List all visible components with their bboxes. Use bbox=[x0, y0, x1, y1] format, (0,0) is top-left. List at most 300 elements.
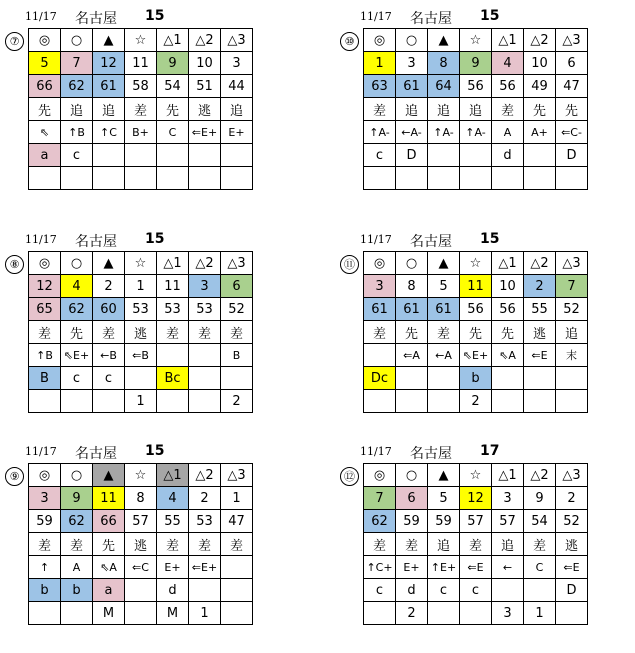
grid-cell bbox=[61, 167, 93, 190]
grid-row bbox=[29, 144, 253, 167]
grid-cell: 56 bbox=[492, 75, 524, 98]
grid-cell: c bbox=[61, 144, 93, 167]
grid-cell bbox=[93, 390, 125, 413]
grid-header-cell: ▲ bbox=[428, 464, 460, 487]
grid-header-cell: △3 bbox=[556, 252, 588, 275]
race-number: 15 bbox=[480, 231, 500, 247]
grid-cell bbox=[364, 390, 396, 413]
grid-header-cell: ○ bbox=[61, 252, 93, 275]
grid-cell: 3 bbox=[492, 602, 524, 625]
grid-row bbox=[364, 98, 588, 121]
grid-cell: 53 bbox=[157, 298, 189, 321]
grid-cell: 49 bbox=[524, 75, 556, 98]
grid-cell: 61 bbox=[428, 298, 460, 321]
grid-cell: ⇖ bbox=[29, 121, 61, 144]
card-number-badge: ⑪ bbox=[340, 255, 359, 274]
grid-cell: 追 bbox=[492, 533, 524, 556]
race-date: 11/17 bbox=[360, 10, 392, 23]
grid-cell: ↑A- bbox=[460, 121, 492, 144]
grid-cell bbox=[61, 390, 93, 413]
grid-cell: 4 bbox=[157, 487, 189, 510]
grid-cell: 4 bbox=[61, 275, 93, 298]
grid-cell: 3 bbox=[492, 487, 524, 510]
grid-cell: ↑A- bbox=[364, 121, 396, 144]
grid-header-row bbox=[29, 464, 253, 487]
grid-cell: 6 bbox=[396, 487, 428, 510]
grid-cell: 追 bbox=[221, 98, 253, 121]
grid-cell: 5 bbox=[428, 275, 460, 298]
grid-cell bbox=[189, 390, 221, 413]
grid-cell: 57 bbox=[492, 510, 524, 533]
grid-cell: 59 bbox=[428, 510, 460, 533]
race-date: 11/17 bbox=[25, 10, 57, 23]
grid-cell bbox=[460, 167, 492, 190]
pick-grid bbox=[363, 463, 588, 625]
grid-cell bbox=[221, 144, 253, 167]
grid-cell: 先 bbox=[556, 98, 588, 121]
grid-cell: 53 bbox=[189, 298, 221, 321]
pick-grid bbox=[363, 251, 588, 413]
grid-cell: 2 bbox=[396, 602, 428, 625]
grid-row bbox=[29, 321, 253, 344]
grid-row bbox=[364, 487, 588, 510]
grid-row bbox=[29, 367, 253, 390]
grid-cell: 61 bbox=[396, 298, 428, 321]
grid-cell: 6 bbox=[556, 52, 588, 75]
grid-cell: 11 bbox=[93, 487, 125, 510]
pick-grid bbox=[28, 251, 253, 413]
grid-cell: 差 bbox=[364, 98, 396, 121]
grid-header-cell: ☆ bbox=[460, 252, 492, 275]
grid-row bbox=[364, 556, 588, 579]
grid-cell: 逃 bbox=[556, 533, 588, 556]
grid-cell: 60 bbox=[93, 298, 125, 321]
grid-cell: 11 bbox=[460, 275, 492, 298]
grid-cell: 先 bbox=[29, 98, 61, 121]
grid-cell: 53 bbox=[125, 298, 157, 321]
grid-cell bbox=[189, 579, 221, 602]
grid-cell: 7 bbox=[61, 52, 93, 75]
race-card-9 bbox=[5, 443, 277, 653]
grid-row bbox=[29, 121, 253, 144]
grid-cell bbox=[125, 144, 157, 167]
grid-row bbox=[29, 98, 253, 121]
grid-cell: 47 bbox=[556, 75, 588, 98]
grid-cell: 2 bbox=[221, 390, 253, 413]
grid-cell bbox=[125, 167, 157, 190]
grid-cell bbox=[428, 602, 460, 625]
grid-cell: C bbox=[157, 121, 189, 144]
grid-row bbox=[364, 121, 588, 144]
grid-cell: ⇐E bbox=[556, 556, 588, 579]
grid-cell bbox=[364, 602, 396, 625]
grid-header-cell: △3 bbox=[556, 464, 588, 487]
grid-header-cell: ▲ bbox=[428, 29, 460, 52]
grid-cell bbox=[93, 144, 125, 167]
grid-cell: 61 bbox=[93, 75, 125, 98]
grid-header-cell: ○ bbox=[61, 464, 93, 487]
grid-cell bbox=[157, 144, 189, 167]
grid-cell bbox=[29, 602, 61, 625]
grid-header-cell: ○ bbox=[396, 464, 428, 487]
grid-row bbox=[364, 602, 588, 625]
pick-grid bbox=[363, 28, 588, 190]
grid-cell bbox=[157, 390, 189, 413]
grid-cell bbox=[189, 367, 221, 390]
grid-cell: 1 bbox=[125, 275, 157, 298]
card-number-badge: ⑧ bbox=[5, 255, 24, 274]
grid-cell: 差 bbox=[364, 321, 396, 344]
grid-header-cell: ◎ bbox=[364, 29, 396, 52]
grid-cell: 8 bbox=[396, 275, 428, 298]
grid-cell: ↑C+ bbox=[364, 556, 396, 579]
card-number-badge: ⑦ bbox=[5, 32, 24, 51]
grid-cell: E+ bbox=[157, 556, 189, 579]
grid-header-cell: △1 bbox=[157, 252, 189, 275]
grid-cell: D bbox=[556, 579, 588, 602]
race-date: 11/17 bbox=[25, 445, 57, 458]
card-number-badge: ⑫ bbox=[340, 467, 359, 486]
grid-cell: ↑B bbox=[29, 344, 61, 367]
grid-cell: 56 bbox=[492, 298, 524, 321]
grid-cell: ←A bbox=[428, 344, 460, 367]
grid-cell bbox=[93, 167, 125, 190]
grid-cell: 52 bbox=[556, 510, 588, 533]
grid-cell: 8 bbox=[428, 52, 460, 75]
grid-cell: 64 bbox=[428, 75, 460, 98]
grid-cell: 先 bbox=[460, 321, 492, 344]
grid-header-row bbox=[29, 252, 253, 275]
grid-cell: ⇐E bbox=[524, 344, 556, 367]
grid-header-row bbox=[29, 29, 253, 52]
grid-cell: 62 bbox=[61, 510, 93, 533]
grid-cell: 52 bbox=[221, 298, 253, 321]
grid-header-cell: ▲ bbox=[93, 252, 125, 275]
grid-cell bbox=[556, 167, 588, 190]
grid-cell: 9 bbox=[460, 52, 492, 75]
grid-header-cell: ◎ bbox=[364, 252, 396, 275]
grid-header-cell: ◎ bbox=[29, 29, 61, 52]
grid-cell: 5 bbox=[29, 52, 61, 75]
card-number-badge: ⑨ bbox=[5, 467, 24, 486]
grid-cell bbox=[396, 167, 428, 190]
grid-cell: ⇖A bbox=[93, 556, 125, 579]
grid-cell: 追 bbox=[428, 98, 460, 121]
grid-cell: c bbox=[364, 144, 396, 167]
race-card-8 bbox=[5, 231, 277, 441]
grid-cell bbox=[396, 367, 428, 390]
grid-cell: ⇐B bbox=[125, 344, 157, 367]
grid-row bbox=[29, 390, 253, 413]
grid-cell: 差 bbox=[93, 321, 125, 344]
grid-cell: A bbox=[492, 121, 524, 144]
grid-cell: 1 bbox=[189, 602, 221, 625]
grid-cell: 12 bbox=[29, 275, 61, 298]
grid-cell: 差 bbox=[460, 533, 492, 556]
grid-cell: M bbox=[157, 602, 189, 625]
grid-row bbox=[29, 602, 253, 625]
grid-row bbox=[364, 144, 588, 167]
grid-row bbox=[364, 75, 588, 98]
grid-cell: 先 bbox=[157, 98, 189, 121]
grid-header-cell: ☆ bbox=[125, 252, 157, 275]
grid-cell: B bbox=[29, 367, 61, 390]
grid-row bbox=[364, 321, 588, 344]
grid-cell: 3 bbox=[396, 52, 428, 75]
grid-cell: c bbox=[61, 367, 93, 390]
grid-row bbox=[29, 275, 253, 298]
grid-cell: 差 bbox=[221, 533, 253, 556]
grid-cell: Bc bbox=[157, 367, 189, 390]
grid-cell: ←B bbox=[93, 344, 125, 367]
grid-cell: 63 bbox=[364, 75, 396, 98]
grid-header-row bbox=[364, 464, 588, 487]
grid-cell: E+ bbox=[396, 556, 428, 579]
grid-cell bbox=[428, 144, 460, 167]
grid-cell: 62 bbox=[61, 75, 93, 98]
grid-cell: ↑ bbox=[29, 556, 61, 579]
grid-header-cell: △1 bbox=[492, 252, 524, 275]
grid-cell: 1 bbox=[524, 602, 556, 625]
grid-cell bbox=[364, 167, 396, 190]
grid-header-cell: △2 bbox=[189, 464, 221, 487]
race-number: 15 bbox=[145, 231, 165, 247]
race-card-11 bbox=[340, 231, 612, 441]
grid-cell bbox=[428, 390, 460, 413]
grid-cell: 66 bbox=[29, 75, 61, 98]
grid-cell: 先 bbox=[492, 321, 524, 344]
grid-header-cell: ▲ bbox=[93, 464, 125, 487]
grid-cell: D bbox=[556, 144, 588, 167]
grid-cell: d bbox=[157, 579, 189, 602]
grid-cell: 56 bbox=[460, 75, 492, 98]
grid-header-cell: △1 bbox=[492, 29, 524, 52]
grid-header-cell: ○ bbox=[61, 29, 93, 52]
grid-cell: 3 bbox=[364, 275, 396, 298]
grid-cell: M bbox=[93, 602, 125, 625]
grid-cell: 追 bbox=[93, 98, 125, 121]
race-card-12 bbox=[340, 443, 612, 653]
venue-name: 名古屋 bbox=[75, 11, 117, 27]
grid-cell: 差 bbox=[61, 533, 93, 556]
grid-cell bbox=[157, 344, 189, 367]
grid-cell: 47 bbox=[221, 510, 253, 533]
grid-cell: 逃 bbox=[524, 321, 556, 344]
grid-cell: 逃 bbox=[125, 533, 157, 556]
grid-cell: 差 bbox=[189, 533, 221, 556]
grid-cell bbox=[524, 367, 556, 390]
grid-cell: 7 bbox=[556, 275, 588, 298]
grid-row bbox=[29, 533, 253, 556]
grid-cell bbox=[364, 344, 396, 367]
grid-row bbox=[29, 298, 253, 321]
grid-cell bbox=[221, 579, 253, 602]
grid-header-row bbox=[364, 252, 588, 275]
grid-cell bbox=[189, 144, 221, 167]
grid-header-cell: ☆ bbox=[460, 29, 492, 52]
grid-cell bbox=[29, 390, 61, 413]
grid-cell: b bbox=[29, 579, 61, 602]
grid-cell bbox=[492, 390, 524, 413]
grid-cell: 59 bbox=[396, 510, 428, 533]
grid-cell: 52 bbox=[556, 298, 588, 321]
grid-cell: 54 bbox=[157, 75, 189, 98]
grid-header-cell: ○ bbox=[396, 252, 428, 275]
grid-cell: 差 bbox=[364, 533, 396, 556]
pick-grid bbox=[28, 463, 253, 625]
grid-header-cell: ◎ bbox=[29, 252, 61, 275]
grid-header-cell: △3 bbox=[556, 29, 588, 52]
race-date: 11/17 bbox=[360, 233, 392, 246]
grid-cell: 2 bbox=[189, 487, 221, 510]
grid-cell: 9 bbox=[61, 487, 93, 510]
grid-cell: 差 bbox=[428, 321, 460, 344]
grid-row bbox=[364, 298, 588, 321]
grid-cell: D bbox=[396, 144, 428, 167]
grid-cell bbox=[29, 167, 61, 190]
grid-cell: 差 bbox=[189, 321, 221, 344]
grid-cell: 追 bbox=[556, 321, 588, 344]
grid-cell: 末 bbox=[556, 344, 588, 367]
grid-cell: 6 bbox=[221, 275, 253, 298]
grid-row bbox=[29, 344, 253, 367]
grid-cell bbox=[556, 602, 588, 625]
venue-name: 名古屋 bbox=[410, 446, 452, 462]
grid-cell: 差 bbox=[492, 98, 524, 121]
grid-cell: ⇖E+ bbox=[61, 344, 93, 367]
grid-cell: 59 bbox=[29, 510, 61, 533]
venue-name: 名古屋 bbox=[410, 11, 452, 27]
grid-cell: c bbox=[93, 367, 125, 390]
grid-row bbox=[29, 167, 253, 190]
grid-cell bbox=[460, 144, 492, 167]
grid-header-cell: △2 bbox=[524, 29, 556, 52]
race-number: 15 bbox=[145, 443, 165, 459]
grid-cell: 3 bbox=[189, 275, 221, 298]
grid-cell bbox=[221, 367, 253, 390]
grid-cell: 54 bbox=[524, 510, 556, 533]
grid-cell: 差 bbox=[29, 321, 61, 344]
grid-cell: Dc bbox=[364, 367, 396, 390]
grid-row bbox=[29, 579, 253, 602]
grid-cell bbox=[125, 579, 157, 602]
grid-cell: 3 bbox=[221, 52, 253, 75]
grid-cell: 差 bbox=[524, 533, 556, 556]
grid-header-cell: △2 bbox=[189, 252, 221, 275]
grid-cell bbox=[189, 344, 221, 367]
grid-cell bbox=[189, 167, 221, 190]
grid-cell: 1 bbox=[125, 390, 157, 413]
grid-cell: ↑B bbox=[61, 121, 93, 144]
grid-header-cell: ○ bbox=[396, 29, 428, 52]
race-date: 11/17 bbox=[360, 445, 392, 458]
race-card-10 bbox=[340, 8, 612, 218]
grid-header-cell: ▲ bbox=[93, 29, 125, 52]
grid-cell: 追 bbox=[460, 98, 492, 121]
grid-cell: 追 bbox=[61, 98, 93, 121]
grid-cell: 3 bbox=[29, 487, 61, 510]
grid-cell: 66 bbox=[93, 510, 125, 533]
venue-name: 名古屋 bbox=[75, 234, 117, 250]
grid-cell: 先 bbox=[93, 533, 125, 556]
grid-cell bbox=[524, 144, 556, 167]
grid-cell bbox=[221, 602, 253, 625]
grid-row bbox=[29, 487, 253, 510]
grid-cell: 10 bbox=[189, 52, 221, 75]
grid-cell: E+ bbox=[221, 121, 253, 144]
grid-cell bbox=[460, 602, 492, 625]
grid-cell: ⇐E+ bbox=[189, 556, 221, 579]
grid-cell: ⇐E+ bbox=[189, 121, 221, 144]
grid-cell: 12 bbox=[460, 487, 492, 510]
race-number: 15 bbox=[145, 8, 165, 24]
grid-cell bbox=[61, 602, 93, 625]
grid-cell: ⇐C- bbox=[556, 121, 588, 144]
grid-cell: 62 bbox=[364, 510, 396, 533]
grid-cell bbox=[556, 390, 588, 413]
grid-cell: ⇐E bbox=[460, 556, 492, 579]
grid-cell: 差 bbox=[29, 533, 61, 556]
grid-cell: 56 bbox=[460, 298, 492, 321]
grid-row bbox=[364, 167, 588, 190]
grid-row bbox=[364, 344, 588, 367]
grid-cell: 51 bbox=[189, 75, 221, 98]
grid-cell: c bbox=[460, 579, 492, 602]
grid-cell: 逃 bbox=[189, 98, 221, 121]
grid-header-cell: ▲ bbox=[428, 252, 460, 275]
grid-cell: 2 bbox=[556, 487, 588, 510]
grid-cell: 差 bbox=[221, 321, 253, 344]
grid-cell: 12 bbox=[93, 52, 125, 75]
grid-header-cell: ◎ bbox=[364, 464, 396, 487]
grid-cell: ⇐C bbox=[125, 556, 157, 579]
grid-cell: 11 bbox=[157, 275, 189, 298]
grid-header-cell: △3 bbox=[221, 464, 253, 487]
grid-cell: a bbox=[93, 579, 125, 602]
grid-header-cell: △1 bbox=[492, 464, 524, 487]
grid-header-cell: △2 bbox=[524, 464, 556, 487]
grid-cell: d bbox=[396, 579, 428, 602]
grid-cell: 65 bbox=[29, 298, 61, 321]
grid-header-cell: △2 bbox=[524, 252, 556, 275]
grid-cell: 61 bbox=[396, 75, 428, 98]
grid-cell: c bbox=[364, 579, 396, 602]
grid-cell: ⇖A bbox=[492, 344, 524, 367]
grid-row bbox=[364, 533, 588, 556]
grid-row bbox=[29, 556, 253, 579]
grid-cell bbox=[428, 367, 460, 390]
grid-cell: ↑A- bbox=[428, 121, 460, 144]
grid-cell bbox=[221, 556, 253, 579]
grid-cell: 57 bbox=[460, 510, 492, 533]
pick-grid bbox=[28, 28, 253, 190]
grid-cell: 57 bbox=[125, 510, 157, 533]
grid-cell: 53 bbox=[189, 510, 221, 533]
grid-cell: 2 bbox=[460, 390, 492, 413]
grid-row bbox=[29, 52, 253, 75]
grid-header-cell: △1 bbox=[157, 29, 189, 52]
grid-cell: 4 bbox=[492, 52, 524, 75]
grid-cell bbox=[396, 390, 428, 413]
grid-cell: 先 bbox=[61, 321, 93, 344]
grid-row bbox=[364, 367, 588, 390]
grid-header-cell: ☆ bbox=[125, 29, 157, 52]
grid-cell: 55 bbox=[524, 298, 556, 321]
venue-name: 名古屋 bbox=[75, 446, 117, 462]
grid-cell: 7 bbox=[364, 487, 396, 510]
grid-cell: 先 bbox=[396, 321, 428, 344]
race-number: 17 bbox=[480, 443, 500, 459]
